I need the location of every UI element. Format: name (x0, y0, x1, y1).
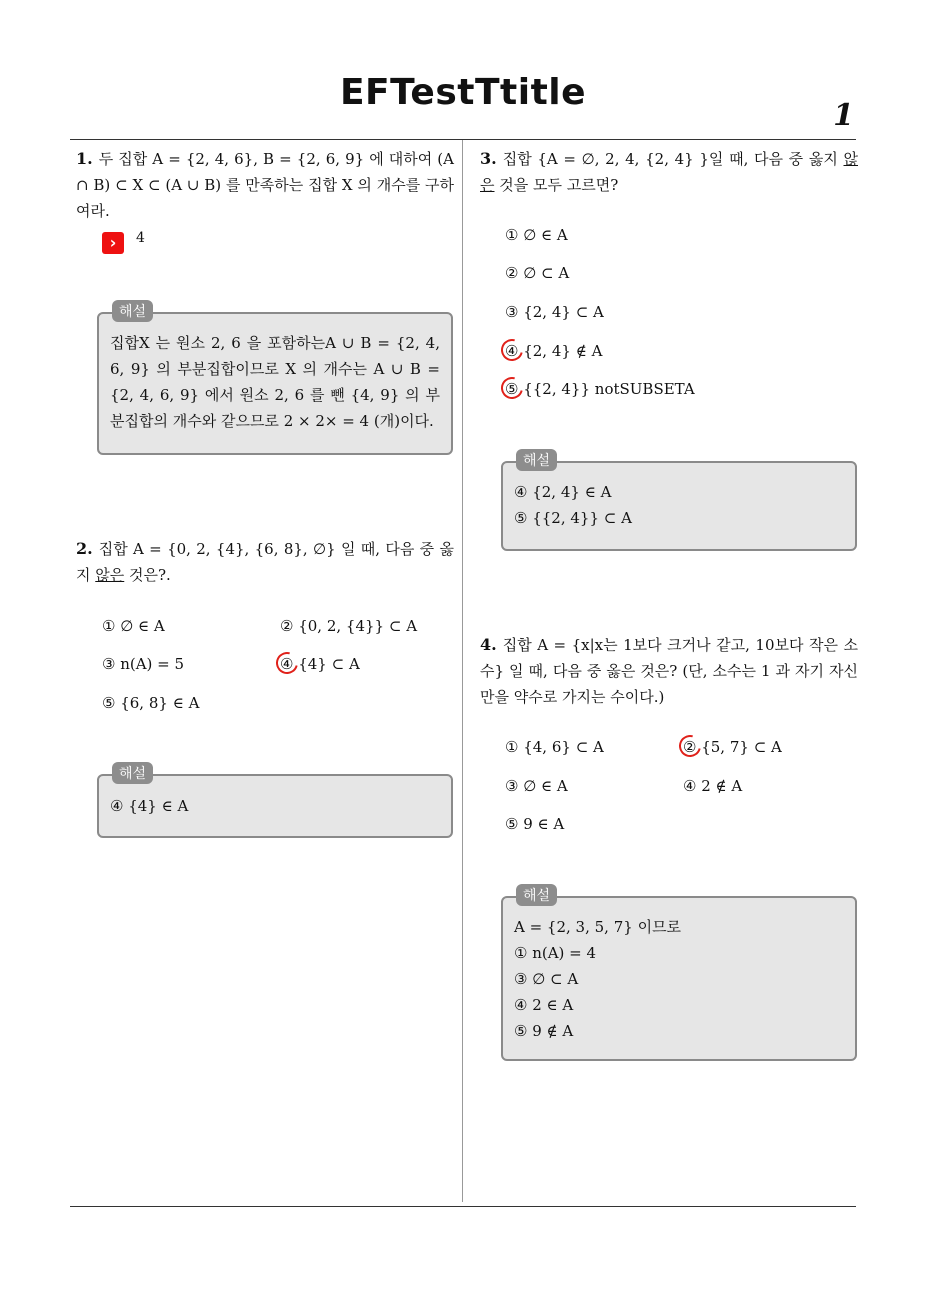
column-divider (462, 140, 463, 1202)
option-3[interactable]: ③ {2, 4} ⊂ A (505, 303, 604, 321)
option-4[interactable]: ④ {2, 4} ∉ A (505, 342, 603, 360)
header-rule (70, 139, 856, 140)
question-number: 2. (76, 539, 93, 558)
question-underline: 않은 (480, 150, 858, 194)
solution-line: ③ ∅ ⊂ A (514, 970, 579, 988)
question-text-end: 것은?. (124, 566, 171, 584)
option-4[interactable]: ④ 2 ∉ A (683, 777, 743, 795)
option-3[interactable]: ③ n(A) = 5 (102, 655, 185, 673)
solution-tag: 해설 (516, 449, 557, 471)
option-1[interactable]: ① ∅ ∈ A (102, 617, 165, 635)
question-number: 1. (76, 149, 93, 168)
solution-line: ④ {2, 4} ∈ A (514, 483, 612, 501)
option-2[interactable]: ② ∅ ⊂ A (505, 264, 570, 282)
answer-circle-icon (675, 731, 705, 761)
solution-line: ④ 2 ∈ A (514, 996, 574, 1014)
question-number: 4. (480, 635, 497, 654)
footer-rule (70, 1206, 856, 1207)
question-text-end: 것을 모두 고르면? (494, 176, 619, 194)
option-1[interactable]: ① ∅ ∈ A (505, 226, 568, 244)
page-number: 1 (833, 98, 854, 133)
option-4[interactable]: ④ {4} ⊂ A (280, 655, 360, 673)
answer-circle-icon (497, 335, 527, 365)
question-text: 두 집합 A = {2, 4, 6}, B = {2, 6, 9} 에 대하여 (A ∩ B) ⊂ X ⊂ (A ∪ B) 를 만족하는 집합 X 의 개수를 구하여라. (76, 150, 454, 220)
question-number: 3. (480, 149, 497, 168)
question-2 (76, 536, 454, 588)
question-text: 집합 A = {x|x는 1보다 크거나 같고, 10보다 작은 소수} 일 때, 다음 중 옳은 것은? (단, 소수는 1 과 자기 자신만을 약수로 가지는 수이다.) (480, 636, 858, 706)
solution-text: 집합X 는 원소 2, 6 을 포함하는A ∪ B = {2, 4, 6, 9} 의 부분집합이므로 X 의 개수는 A ∪ B = {2, 4, 6, 9} 에서 원소 2, 6 를 뺀 {4, 9} 의 부분집합의 개수와 같으므로 2 × 2× = 4 (개)이다. (110, 334, 440, 430)
option-5[interactable]: ⑤ {{2, 4}} notSUBSETA (505, 380, 695, 398)
answer-circle-icon (497, 373, 527, 403)
option-5[interactable]: ⑤ {6, 8} ∈ A (102, 694, 200, 712)
solution-line: ④ {4} ∈ A (110, 797, 189, 815)
solution-tag: 해설 (516, 884, 557, 906)
answer-circle-icon (272, 648, 302, 678)
question-1 (76, 146, 454, 224)
solution-line: ⑤ 9 ∉ A (514, 1022, 574, 1040)
question-4 (480, 632, 858, 710)
solution-tag: 해설 (112, 762, 153, 784)
option-2[interactable]: ② {5, 7} ⊂ A (683, 738, 782, 756)
question-3 (480, 146, 858, 198)
question-text: 집합 A = {0, 2, {4}, {6, 8}, ∅} 일 때, 다음 중 옳지 (76, 540, 454, 584)
question-text: 집합 {A = ∅, 2, 4, {2, 4} }일 때, 다음 중 옳지 (502, 150, 844, 168)
option-3[interactable]: ③ ∅ ∈ A (505, 777, 568, 795)
answer-arrow-icon: › (102, 232, 124, 254)
solution-tag: 해설 (112, 300, 153, 322)
question-underline: 않은 (95, 566, 125, 584)
option-2[interactable]: ② {0, 2, {4}} ⊂ A (280, 617, 418, 635)
answer-value: 4 (136, 230, 145, 246)
page-title: EFTestTtitle (339, 72, 587, 113)
solution-line: ⑤ {{2, 4}} ⊂ A (514, 509, 632, 527)
option-1[interactable]: ① {4, 6} ⊂ A (505, 738, 604, 756)
option-5[interactable]: ⑤ 9 ∈ A (505, 815, 565, 833)
solution-line: A = {2, 3, 5, 7} 이므로 (514, 918, 682, 936)
solution-line: ① n(A) = 4 (514, 944, 597, 962)
